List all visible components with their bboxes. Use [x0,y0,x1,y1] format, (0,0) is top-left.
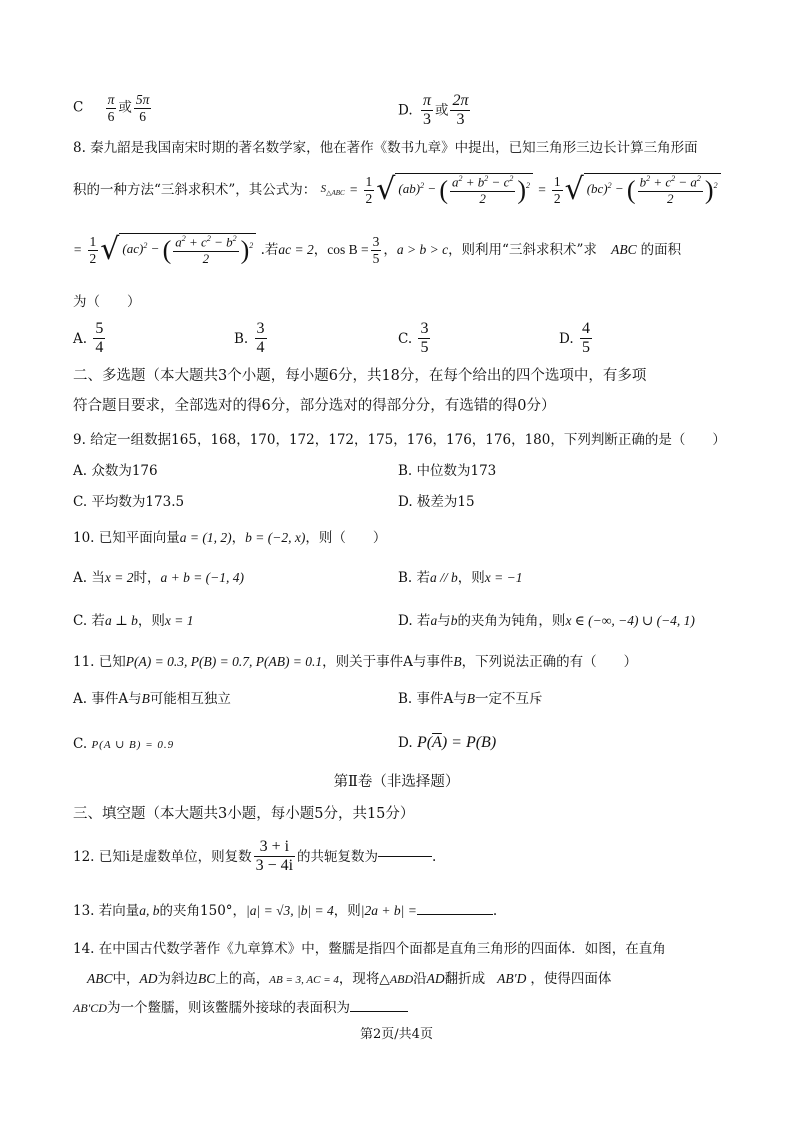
q10-option-a: A. 当x = 2时，a + b = (−1, 4) [73,570,245,586]
q7-option-c: C $\frac{\pi}{6}$ 或 $\frac{5\pi}{6}$ [73,92,150,124]
q8-option-c: C. $\frac{3}{5}$ [398,320,429,357]
fraction: $\frac{\pi}{6}$ [107,92,115,124]
fraction: $\frac{5\pi}{6}$ [135,92,150,124]
q9-stem: 9. 给定一组数据165，168，170，172，172，175，176，176，176，180，下列判断正确的是（ ） [73,432,726,448]
q11-option-b: B. 事件A与B一定不互斥 [398,691,543,707]
q7-option-d: D. $\frac{\pi}{3}$ 或 $\frac{2\pi}{3}$ [398,92,469,129]
q13: 13. 若向量a, b的夹角150°，|a| = √3, |b| = 4，则|2a + b| = . [73,903,498,919]
fraction-half: $\frac{1}{2}$ [365,173,373,206]
sqrt-icon: √ [376,172,396,207]
q8-line3: = $\frac{1}{2}$ √ (ac)$^2$ − ( $\frac{a^2 + c^2 - b^2}{2}$ )$^2$ .若ac = 2，cos B = $\frac{3}{5}$ ，a > b > c，则利用“三斜求积术”求 ABC 的面积 [73,232,682,267]
sqrt-icon: √ [564,172,584,207]
q9-option-b: B. 中位数为173 [398,463,497,479]
q8-line2-prefix: 积的一种方法“三斜求积术”，其公式为： [73,181,317,198]
fraction: $\frac{3}{5}$ [372,233,380,266]
q14-line2: ABC中，AD为斜边BC上的高，AB = 3, AC = 4，现将△ABD沿AD翻折成 AB′D ，使得四面体 [87,971,612,987]
q14-line3: AB′CD为一个鳖臑，则该鳖臑外接球的表面积为 [73,1000,408,1016]
q10-stem: 10. 已知平面向量a = (1, 2)，b = (−2, x)，则（ ） [73,530,387,546]
answer-blank[interactable] [417,914,493,915]
section2-heading-line1: 二、多选题（本大题共3个小题，每小题6分，共18分，在每个给出的四个选项中，有多项 [73,368,647,384]
part2-title: 第Ⅱ卷（非选择题） [333,774,460,790]
q11-stem: 11. 已知P(A) = 0.3, P(B) = 0.7, P(AB) = 0.1，则关于事件A与事件B，下列说法正确的有（ ） [73,654,638,670]
q10-option-b: B. 若a // b，则x = −1 [398,570,523,586]
formula-radicand-1: (ab)$^2$ − ( $\frac{a^2 + b^2 - c^2}{2}$ )$^2$ [395,173,533,206]
fraction-half: $\frac{1}{2}$ [89,233,97,266]
q12: 12. 已知i是虚数单位，则复数 $\frac{3 + i}{3 - 4i}$ 的共轭复数为 . [73,838,437,875]
answer-blank[interactable] [378,856,432,857]
q14-line1: 14. 在中国古代数学著作《九章算术》中，鳖臑是指四个面都是直角三角形的四面体．如图，在直角 [73,941,666,957]
q8-line1: 8. 秦九韶是我国南宋时期的著名数学家，他在著作《数书九章》中提出，已知三角形三边长计算三角形面 [73,140,698,156]
fraction: $\frac{2\pi}{3}$ [452,92,469,129]
area-symbol: $S_{\triangle ABC}$ [320,182,345,197]
q11-option-d: D. $P(\overline{A}) = P(B)$ [398,734,497,751]
q10-option-c: C. 若a ⊥ b，则x = 1 [73,613,194,629]
q7-option-d-label: D. [398,102,413,119]
q9-option-d: D. 极差为15 [398,494,475,510]
q9-option-c: C. 平均数为173.5 [73,494,185,510]
section2-heading-line2: 符合题目要求，全部选对的得6分，部分选对的得部分分，有选错的得0分） [73,398,556,414]
fraction: $\frac{\pi}{3}$ [422,92,431,129]
formula-radicand-3: (ac)$^2$ − ( $\frac{a^2 + c^2 - b^2}{2}$ )$^2$ [119,233,256,266]
formula-radicand-2: (bc)$^2$ − ( $\frac{b^2 + c^2 - a^2}{2}$ )$^2$ [584,173,721,206]
answer-blank[interactable] [350,1011,408,1012]
q8-line2: 积的一种方法“三斜求积术”，其公式为： $S_{\triangle ABC}$ = $\frac{1}{2}$ √ (ab)$^2$ − ( $\frac{a^2 + b^2 - c^2}{2}$ )$^2$ = $\frac{1}{2}$ √ (bc)$^2$ − ( $\frac{b^2 + c^2 - a^2}{2}$ )$^2$ [73,172,721,220]
fraction-half: $\frac{1}{2}$ [553,173,561,206]
sqrt-icon: √ [100,232,120,267]
page-footer: 第2页/共4页 [360,1027,433,1042]
q8-option-d: D. $\frac{4}{5}$ [559,320,590,357]
q8-option-b: B. $\frac{3}{4}$ [234,320,265,357]
section3-heading: 三、填空题（本大题共3小题，每小题5分，共15分） [73,806,415,822]
q11-option-c: C. P(A ∪ B) = 0.9 [73,736,175,752]
q10-option-d: D. 若a与b的夹角为钝角，则x ∈ (−∞, −4) ∪ (−4, 1) [398,613,695,629]
q8-line4: 为（ ） [73,294,141,310]
q11-option-a: A. 事件A与B可能相互独立 [73,691,231,707]
q7-option-c-label: C [73,99,84,116]
q9-option-a: A. 众数为176 [73,463,158,479]
q8-option-a: A. $\frac{5}{4}$ [73,320,104,357]
